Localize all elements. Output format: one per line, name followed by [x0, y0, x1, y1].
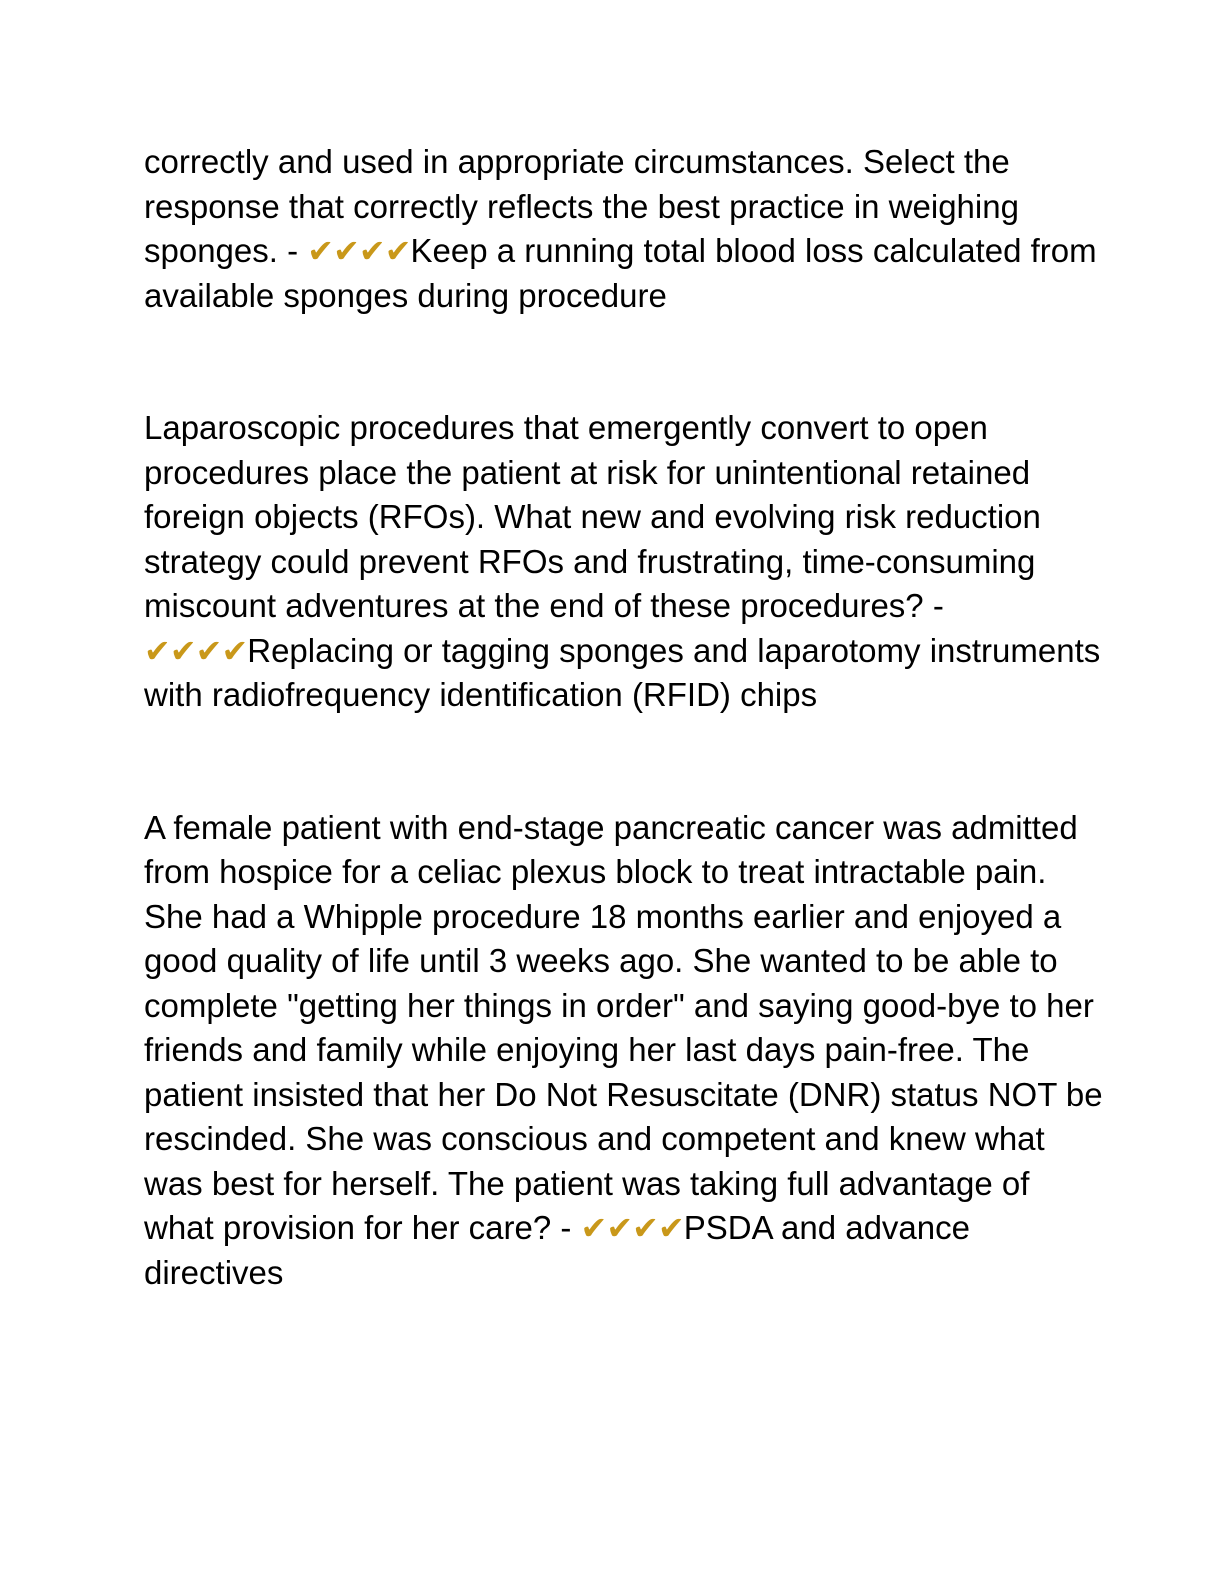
answer-text: Keep a running total blood loss calculated from available sponges during procedure — [144, 232, 1097, 314]
checkmarks-icon: ✔✔✔✔ — [307, 232, 411, 270]
checkmarks-icon: ✔✔✔✔ — [144, 631, 248, 670]
question-text: A female patient with end-stage pancreatic cancer was admitted from hospice for a celiac plexus block to treat intractable pain. She had a Whipple procedure 18 months earlier and enjoyed a good quality of life until 3 weeks ago. She wanted to be able to complete "getting her things in order" and saying good-bye to her friends and family while enjoying her last days pain-free. The patient insisted that her Do Not Resuscitate (DNR) status NOT be rescinded. She was conscious and competent and knew what was best for herself. The patient was taking full advantage of what provision for her care? - — [144, 808, 1103, 1246]
document-page — [144, 140, 1104, 1295]
qa-item-1 — [144, 140, 1104, 318]
question-text: Laparoscopic procedures that emergently convert to open procedures place the patient at risk for unintentional retained foreign objects (RFOs). What new and evolving risk reduction strategy could prevent RFOs and frustrating, time-consuming miscount adventures at the end of these procedures? - — [144, 409, 1041, 624]
answer-text: Replacing or tagging sponges and laparotomy instruments with radiofrequency identification (RFID) chips — [144, 631, 1101, 713]
question-text: correctly and used in appropriate circumstances. Select the response that correctly reflects the best practice in weighing sponges. - — [144, 143, 1019, 269]
answer-text: PSDA and advance directives — [144, 1209, 970, 1291]
qa-item-3 — [144, 806, 1104, 1296]
qa-item-2 — [144, 406, 1104, 718]
checkmarks-icon: ✔✔✔✔ — [580, 1209, 684, 1247]
